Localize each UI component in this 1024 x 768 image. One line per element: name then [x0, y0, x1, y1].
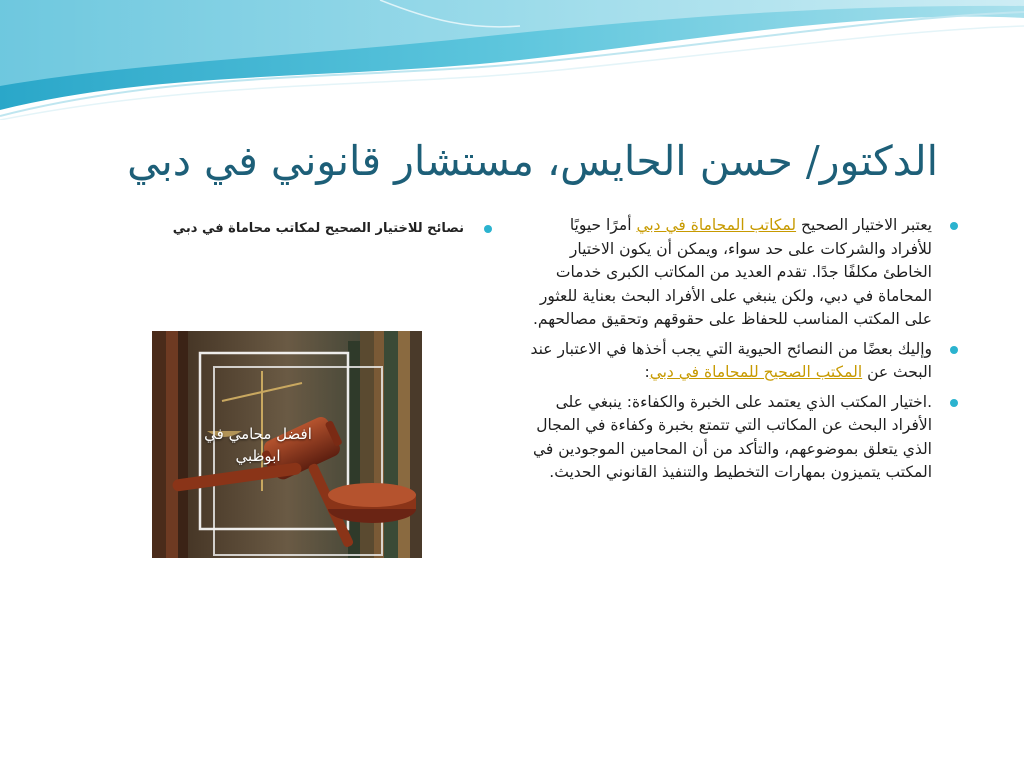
image-caption: افضل محامي في ابوظبي [204, 425, 312, 465]
content-column-left [130, 218, 496, 246]
header-wave-decoration [0, 0, 1024, 120]
slide-title: الدكتور/ حسن الحايس، مستشار قانوني في دبي [127, 137, 938, 185]
list-item [530, 391, 960, 485]
bullet-dot-icon [950, 346, 958, 354]
paragraph-text: أمرًا حيويًا للأفراد والشركات على حد سواء، ويمكن أن يكون الاختيار الخاطئ مكلفًا جدًا. تقدم العديد من المكاتب الكبرى خدمات المحاماة في دبي، ولكن ينبغي على الأفراد البحث بعناية للعثور على المكتب المناسب للحفاظ على حقوقهم وتحقيق مصالحهم. [532, 216, 932, 328]
content-column-right [530, 214, 960, 491]
section-heading: نصائح للاختيار الصحيح لمكاتب محاماة في دبي [172, 221, 464, 236]
list-item [130, 218, 496, 240]
bullet-dot-icon [950, 222, 958, 230]
list-item [530, 338, 960, 385]
list-item [530, 214, 960, 332]
bullet-dot-icon [950, 399, 958, 407]
dubai-law-firms-link[interactable]: لمكاتب المحاماة في دبي [636, 216, 797, 234]
paragraph-text: وإليك بعضًا من النصائح الحيوية التي يجب أخذها في الاعتبار عند البحث عن [530, 339, 932, 381]
right-law-office-link[interactable]: المكتب الصحيح للمحاماة في دبي [649, 363, 863, 381]
paragraph-text: يعتبر الاختيار الصحيح [796, 216, 932, 234]
gavel-photo [152, 331, 422, 558]
bullet-dot-icon [484, 225, 492, 233]
paragraph-text: : [644, 363, 650, 381]
paragraph-text: .اختيار المكتب الذي يعتمد على الخبرة والكفاءة: ينبغي على الأفراد البحث عن المكاتب التي تتمتع بخبرة وكفاءة في المجال الذي يتعلق بموضوعهم، والتأكد من أن المحامين الموجودين في المكتب يتميزون بمهارات التخطيط والتنفيذ القانوني الحديث. [532, 392, 932, 481]
